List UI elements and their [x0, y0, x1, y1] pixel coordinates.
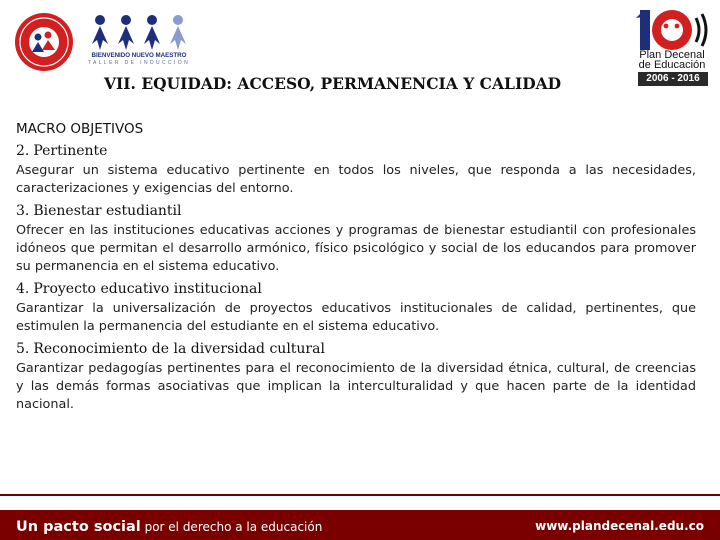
objective-description: Ofrecer en las instituciones educativas acciones y programas de bienestar estudiantil con profesionales idóneos que permitan el desarrollo armónico, físico psicológico y social de los educandos para promover su permanencia en el sistema educativo.	[16, 223, 696, 274]
plan-decenal-line-2: de Educación	[638, 59, 706, 71]
objective-item-proyecto	[16, 280, 696, 336]
objective-number: 3.	[16, 203, 30, 219]
objective-number: 5.	[16, 341, 30, 357]
logo-subcaption: TALLER DE INDUCCION	[87, 60, 191, 66]
footer-divider	[0, 494, 720, 496]
logo-caption: BIENVENIDO NUEVO MAESTRO	[91, 52, 187, 59]
footer-slogan	[16, 516, 322, 535]
footer-bar	[0, 510, 720, 540]
objective-description: Garantizar la universalización de proyectos educativos institucionales de calidad, pertinentes, que estimulen la permanencia del estudiante en el sistema educativo.	[16, 301, 696, 334]
objective-heading	[16, 202, 696, 221]
objective-item-bienestar	[16, 202, 696, 276]
objective-item-pertinente	[16, 142, 696, 198]
slide-title: VII. EQUIDAD: ACCESO, PERMANENCIA Y CALIDAD	[104, 74, 562, 93]
footer-url-link[interactable]: www.plandecenal.edu.co	[535, 519, 704, 533]
school-seal-logo	[14, 12, 74, 72]
plan-decenal-years: 2006 - 2016	[638, 72, 708, 86]
footer-slogan-rest: por el derecho a la educación	[140, 520, 323, 534]
objective-heading-text: Reconocimiento de la diversidad cultural	[33, 341, 325, 357]
macro-objectives-title: MACRO OBJETIVOS	[16, 121, 144, 137]
objective-item-diversidad	[16, 340, 696, 414]
plan-decenal-text	[630, 50, 714, 70]
objective-heading	[16, 340, 696, 359]
objective-description: Asegurar un sistema educativo pertinente en todos los niveles, que responda a las necesidades, caracterizaciones y exigencias del entorno.	[16, 163, 696, 196]
objective-heading-text: Pertinente	[33, 143, 108, 159]
objective-heading	[16, 142, 696, 161]
objective-heading-text: Bienestar estudiantil	[33, 203, 182, 219]
plan-decenal-line-1: Plan Decenal	[639, 49, 705, 61]
footer-slogan-strong: Un pacto social	[16, 519, 141, 535]
objective-heading	[16, 280, 696, 299]
objective-number: 4.	[16, 281, 30, 297]
objective-number: 2.	[16, 143, 30, 159]
objective-description: Garantizar pedagogías pertinentes para el reconocimiento de la diversidad étnica, cultural, de creencias y las demás formas asociativas que implican la interculturalidad y que hacen parte de la identidad nacional.	[16, 361, 696, 412]
objectives-content	[16, 120, 696, 414]
objective-heading-text: Proyecto educativo institucional	[33, 281, 262, 297]
